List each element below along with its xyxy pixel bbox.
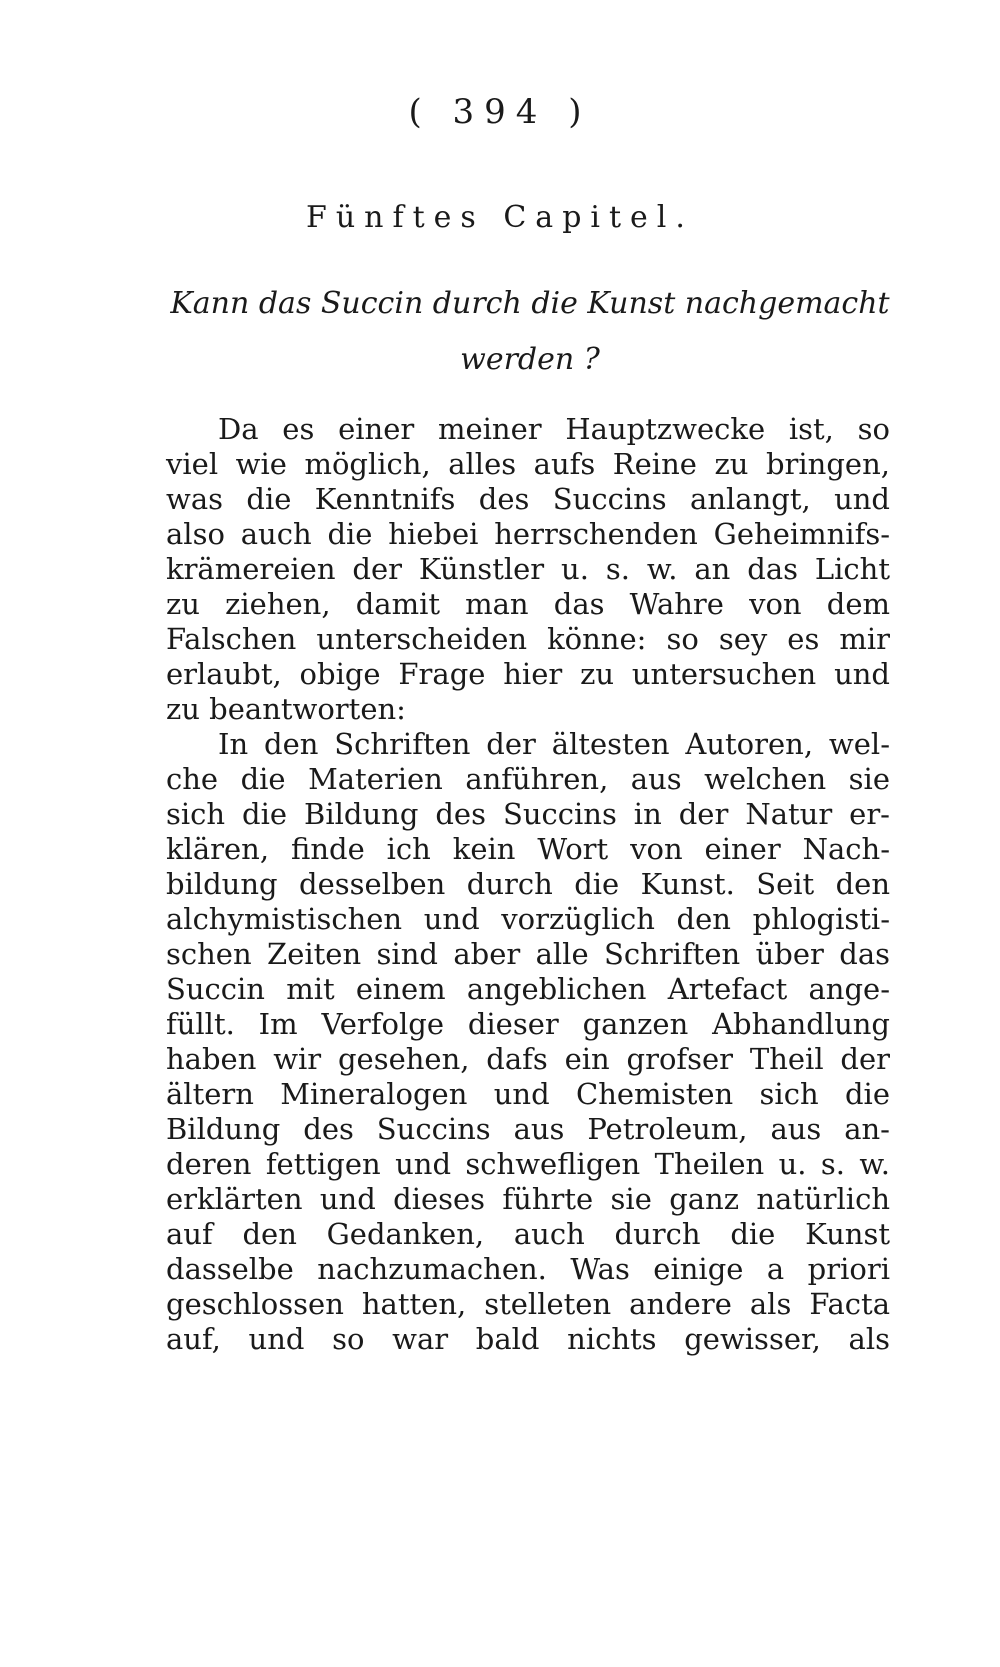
page-number: ( 394 ) [408,92,592,132]
chapter-subtitle: Kann das Succin durch die Kunst nachgemacht werden ? [170,286,890,377]
text-line: erklärten und dieses führte sie ganz natürlich [166,1182,890,1216]
text-line: In den Schriften der ältesten Autoren, wel- [218,727,890,761]
text-line: che die Materien anführen, aus welchen sie [166,762,890,796]
text-line: bildung desselben durch die Kunst. Seit den [166,867,890,901]
text-line: sich die Bildung des Succins in der Natur er- [166,797,890,831]
text-line: füllt. Im Verfolge dieser ganzen Abhandlung [166,1007,890,1041]
text-line: haben wir gesehen, dafs ein grofser Theil der [166,1042,890,1076]
text-line: erlaubt, obige Frage hier zu untersuchen und [166,657,890,691]
text-line: auf, und so war bald nichts gewisser, als [166,1322,890,1356]
text-line: auf den Gedanken, auch durch die Kunst [166,1217,890,1251]
text-line: Succin mit einem angeblichen Artefact ange- [166,972,890,1006]
text-line: Falschen unterscheiden könne: so sey es mir [166,622,890,656]
text-line: zu ziehen, damit man das Wahre von dem [166,587,890,621]
text-line: also auch die hiebei herrschenden Geheimnifs- [166,517,890,551]
text-line: geschlossen hatten, stelleten andere als Facta [166,1287,890,1321]
text-line: was die Kenntnifs des Succins anlangt, und [166,482,890,516]
chapter-title: Fünftes Capitel. [306,200,694,235]
text-line: Da es einer meiner Hauptzwecke ist, so [218,412,890,446]
text-line: viel wie möglich, alles aufs Reine zu bringen, [166,447,890,481]
text-line: klären, finde ich kein Wort von einer Nach- [166,832,890,866]
text-line: krämereien der Künstler u. s. w. an das Licht [166,552,890,586]
text-line: alchymistischen und vorzüglich den phlogisti- [166,902,890,936]
text-line: dasselbe nachzumachen. Was einige a priori [166,1252,890,1286]
text-line: schen Zeiten sind aber alle Schriften über das [166,937,890,971]
body-text [166,412,890,1357]
text-line: deren fettigen und schwefligen Theilen u. s. w. [166,1147,890,1181]
text-line: Bildung des Succins aus Petroleum, aus an- [166,1112,890,1146]
text-line: zu beantworten: [166,692,406,726]
text-line: ältern Mineralogen und Chemisten sich die [166,1077,890,1111]
